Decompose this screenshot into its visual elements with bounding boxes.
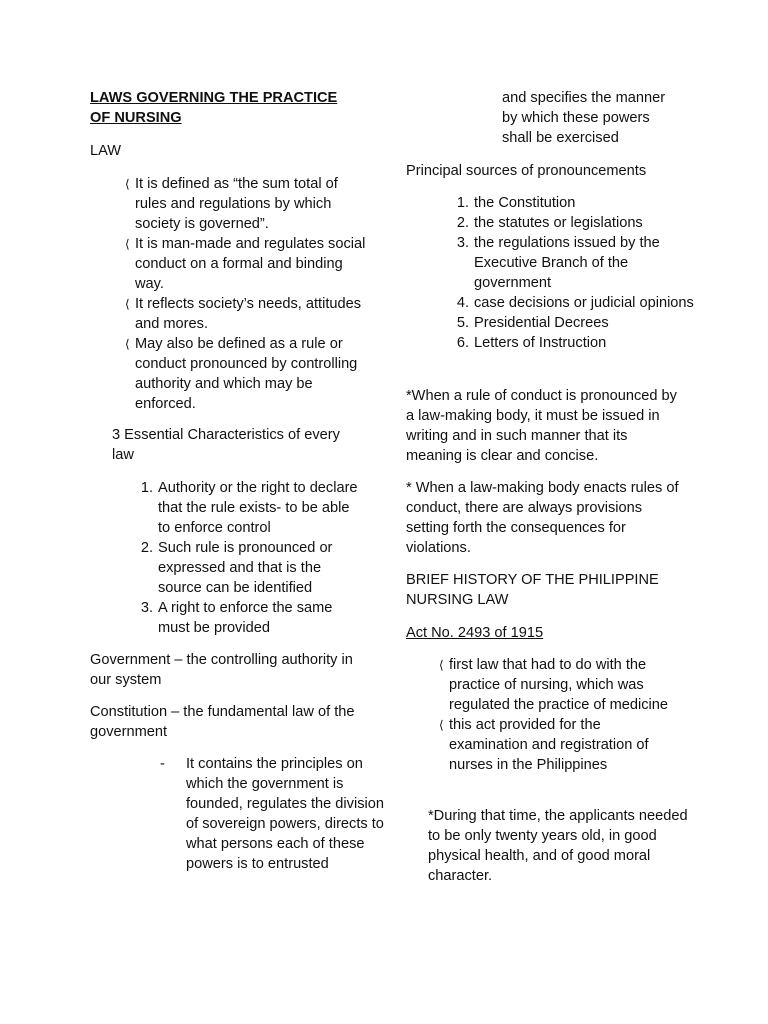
act-heading: Act No. 2493 of 1915 xyxy=(406,625,544,641)
list-item: 2. the statutes or legislations xyxy=(456,215,643,231)
list-item: ⟨ It is defined as “the sum total of rules and regulations by which society is governed”. xyxy=(125,176,338,232)
list-item: ⟨ this act provided for the examination and registration of nurses in the Philippines xyxy=(439,717,649,773)
arrow-bullet-icon: ⟨ xyxy=(439,658,444,672)
characteristics-heading: 3 Essential Characteristics of every law xyxy=(112,427,340,463)
list-item: ⟨ It is man-made and regulates social conduct on a formal and binding way. xyxy=(125,236,366,292)
list-item: ⟨ It reflects society’s needs, attitudes and mores. xyxy=(125,296,362,332)
constitution-detail: - It contains the principles on which the government is founded, regulates the division of sovereign powers, directs to what persons each of these powers is to entrusted xyxy=(160,756,384,872)
act-note: *During that time, the applicants needed to be only twenty years old, in good physical health, and of good moral character. xyxy=(428,808,688,884)
characteristics-list xyxy=(131,478,361,638)
act-bullet-list xyxy=(440,655,676,775)
left-column xyxy=(90,0,384,872)
list-item: 1. Authority or the right to declare that the rule exists- to be able to enforce control xyxy=(140,480,358,536)
list-item: 4. case decisions or judicial opinions xyxy=(456,295,694,311)
law-heading: LAW xyxy=(90,143,122,159)
arrow-bullet-icon: ⟨ xyxy=(125,297,130,311)
arrow-bullet-icon: ⟨ xyxy=(125,177,130,191)
list-item: 6. Letters of Instruction xyxy=(456,335,607,351)
arrow-bullet-icon: ⟨ xyxy=(125,337,130,351)
sources-heading: Principal sources of pronouncements xyxy=(406,163,647,179)
document-title: LAWS GOVERNING THE PRACTICE OF NURSING xyxy=(90,90,338,126)
list-item: 3. A right to enforce the same must be provided xyxy=(140,600,333,636)
list-item: 5. Presidential Decrees xyxy=(456,315,609,331)
arrow-bullet-icon: ⟨ xyxy=(125,237,130,251)
continuation-text: and specifies the manner by which these powers shall be exercised xyxy=(502,90,666,146)
note-enactment: * When a law-making body enacts rules of conduct, there are always provisions setting forth the consequences for violations. xyxy=(406,480,679,556)
list-item: 2. Such rule is pronounced or expressed and that is the source can be identified xyxy=(140,540,333,596)
arrow-bullet-icon: ⟨ xyxy=(439,718,444,732)
note-pronouncement: *When a rule of conduct is pronounced by a law-making body, it must be issued in writing and in such manner that its meaning is clear and concise. xyxy=(406,388,677,464)
list-item: ⟨ May also be defined as a rule or conduct pronounced by controlling authority and which may be enforced. xyxy=(125,336,358,412)
constitution-definition: Constitution – the fundamental law of the government xyxy=(90,704,355,740)
list-item: 1. the Constitution xyxy=(456,195,576,211)
government-definition: Government – the controlling authority in our system xyxy=(90,652,353,688)
law-definition-list xyxy=(126,174,366,414)
list-item: ⟨ first law that had to do with the practice of nursing, which was regulated the practice of medicine xyxy=(439,657,669,713)
history-heading: BRIEF HISTORY OF THE PHILIPPINE NURSING LAW xyxy=(406,572,659,608)
sources-list xyxy=(447,193,707,353)
list-item: 3. the regulations issued by the Executive Branch of the government xyxy=(456,235,660,291)
